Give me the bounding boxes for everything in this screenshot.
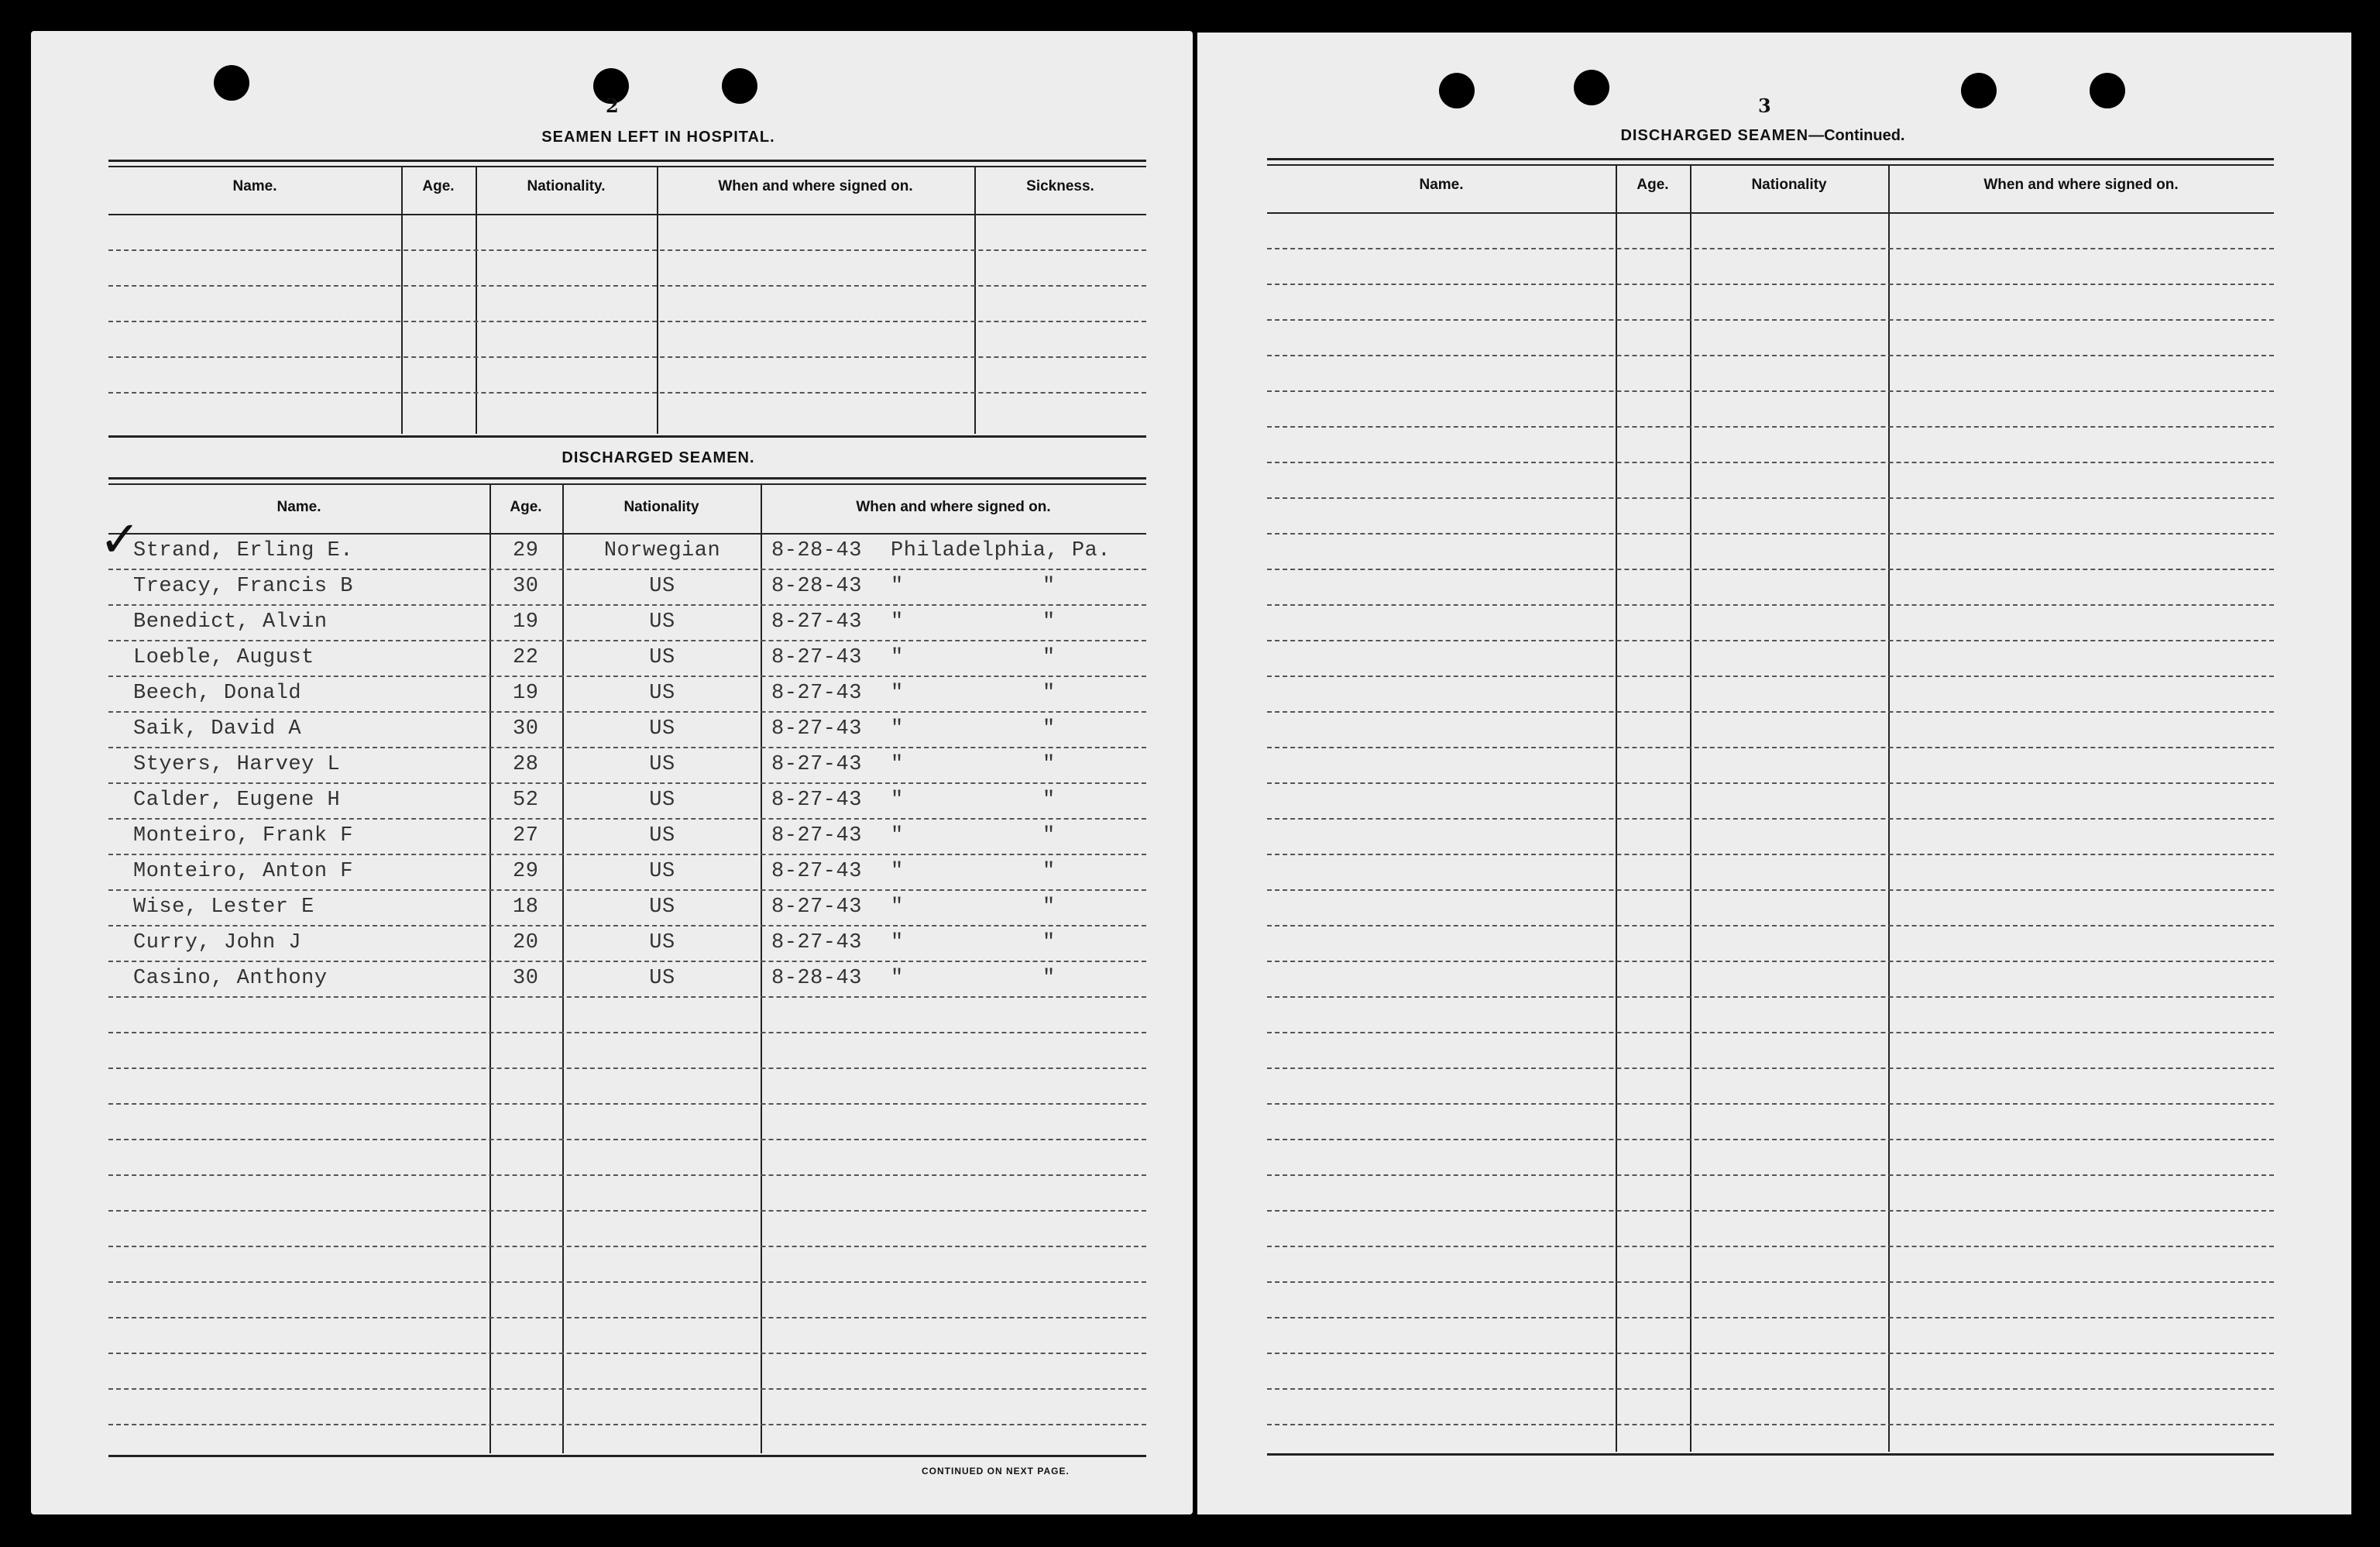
- continued-footer: CONTINUED ON NEXT PAGE.: [922, 1466, 1070, 1477]
- signed-on-place: ": [891, 610, 904, 634]
- signed-on-place-ditto: ": [1042, 824, 1056, 847]
- signed-on-place: ": [891, 646, 904, 669]
- dotted-rule: [1267, 1032, 2274, 1033]
- signed-on-place: ": [891, 860, 904, 883]
- seaman-name: Monteiro, Anton F: [133, 860, 353, 883]
- dotted-rule: [1267, 1246, 2274, 1247]
- signed-on-place-ditto: ": [1042, 967, 1056, 990]
- rule: [108, 477, 1146, 480]
- seaman-nationality: US: [649, 575, 675, 598]
- rule: [108, 533, 1146, 535]
- dotted-rule: [1267, 497, 2274, 499]
- dotted-rule: [108, 676, 1146, 677]
- dotted-rule: [1267, 711, 2274, 713]
- dotted-rule: [108, 1067, 1146, 1069]
- seaman-name: Calder, Eugene H: [133, 789, 341, 812]
- seaman-name: Beech, Donald: [133, 682, 302, 705]
- seaman-nationality: Norwegian: [603, 539, 721, 562]
- column-divider: [657, 167, 658, 434]
- seaman-name: Strand, Erling E.: [133, 539, 353, 562]
- dotted-rule: [108, 640, 1146, 641]
- dotted-rule: [1267, 1424, 2274, 1425]
- signed-on-place-ditto: ": [1042, 896, 1056, 919]
- continued-title-suffix: —Continued.: [1808, 127, 1905, 144]
- dotted-rule: [108, 1174, 1146, 1176]
- column-divider: [1616, 166, 1617, 1452]
- seaman-nationality: US: [649, 789, 675, 812]
- dotted-rule: [1267, 889, 2274, 891]
- discharged-col-name: Name.: [276, 499, 321, 515]
- signed-on-place-ditto: ": [1042, 610, 1056, 634]
- seaman-nationality: US: [649, 646, 675, 669]
- seaman-age: 30: [513, 575, 539, 598]
- dotted-rule: [1267, 1067, 2274, 1069]
- signed-on-place-ditto: ": [1042, 860, 1056, 883]
- dotted-rule: [108, 1032, 1146, 1033]
- right-col-when-where: When and where signed on.: [1983, 177, 2179, 193]
- dotted-rule: [108, 392, 1146, 394]
- seaman-nationality: US: [649, 931, 675, 954]
- dotted-rule: [1267, 569, 2274, 570]
- signed-on-place: ": [891, 575, 904, 598]
- dotted-rule: [108, 711, 1146, 713]
- seaman-age: 27: [513, 824, 539, 847]
- dotted-rule: [108, 356, 1146, 358]
- page-number: 2: [606, 95, 619, 117]
- seaman-age: 19: [513, 682, 539, 705]
- dotted-rule: [108, 1424, 1146, 1425]
- signed-on-date: 8-27-43: [771, 610, 862, 634]
- column-divider: [974, 167, 976, 434]
- seaman-name: Saik, David A: [133, 717, 302, 741]
- page-number: 3: [1758, 95, 1771, 117]
- seaman-name: Loeble, August: [133, 646, 314, 669]
- rule: [108, 160, 1146, 162]
- dotted-rule: [1267, 462, 2274, 463]
- seaman-nationality: US: [649, 860, 675, 883]
- signed-on-date: 8-27-43: [771, 931, 862, 954]
- continued-section-title: [1523, 127, 2003, 145]
- right-col-name: Name.: [1419, 177, 1464, 193]
- discharged-col-age: Age.: [510, 499, 542, 515]
- seaman-age: 22: [513, 646, 539, 669]
- dotted-rule: [108, 854, 1146, 855]
- rule: [108, 1455, 1146, 1457]
- dotted-rule: [1267, 426, 2274, 428]
- discharged-col-nationality: Nationality: [623, 499, 699, 515]
- hospital-col-sickness: Sickness.: [1026, 178, 1094, 194]
- signed-on-date: 8-27-43: [771, 753, 862, 776]
- rule: [1267, 164, 2274, 166]
- dotted-rule: [1267, 319, 2274, 321]
- seaman-age: 52: [513, 789, 539, 812]
- dotted-rule: [1267, 1103, 2274, 1105]
- hospital-col-when-where: When and where signed on.: [718, 178, 913, 194]
- column-divider: [1888, 166, 1890, 1452]
- rule: [1267, 158, 2274, 160]
- seaman-name: Styers, Harvey L: [133, 753, 341, 776]
- dotted-rule: [108, 1139, 1146, 1140]
- hospital-col-nationality: Nationality.: [527, 178, 606, 194]
- dotted-rule: [108, 1353, 1146, 1354]
- seaman-age: 20: [513, 931, 539, 954]
- right-col-nationality: Nationality: [1751, 177, 1827, 193]
- dotted-rule: [1267, 818, 2274, 820]
- signed-on-date: 8-27-43: [771, 682, 862, 705]
- dotted-rule: [1267, 961, 2274, 962]
- hospital-col-name: Name.: [232, 178, 277, 194]
- dotted-rule: [108, 285, 1146, 287]
- signed-on-place: ": [891, 967, 904, 990]
- signed-on-place: ": [891, 682, 904, 705]
- dotted-rule: [1267, 1281, 2274, 1283]
- rule: [108, 166, 1146, 167]
- signed-on-place: ": [891, 717, 904, 741]
- signed-on-place: ": [891, 931, 904, 954]
- binder-hole: [1961, 73, 1997, 108]
- column-divider: [401, 167, 403, 434]
- discharged-col-when-where: When and where signed on.: [856, 499, 1051, 515]
- column-divider: [476, 167, 477, 434]
- seaman-name: Casino, Anthony: [133, 967, 328, 990]
- dotted-rule: [108, 604, 1146, 606]
- signed-on-place: ": [891, 789, 904, 812]
- check-mark: ✓: [99, 511, 141, 569]
- seaman-age: 18: [513, 896, 539, 919]
- column-divider: [761, 485, 762, 1453]
- seaman-age: 19: [513, 610, 539, 634]
- dotted-rule: [1267, 1317, 2274, 1318]
- dotted-rule: [1267, 533, 2274, 535]
- seaman-age: 29: [513, 860, 539, 883]
- dotted-rule: [108, 747, 1146, 748]
- dotted-rule: [108, 1103, 1146, 1105]
- signed-on-date: 8-28-43: [771, 539, 862, 562]
- dotted-rule: [1267, 854, 2274, 855]
- seaman-nationality: US: [649, 824, 675, 847]
- binder-hole: [1439, 73, 1475, 108]
- rule: [1267, 212, 2274, 214]
- seaman-nationality: US: [649, 610, 675, 634]
- dotted-rule: [108, 569, 1146, 570]
- dotted-rule: [108, 321, 1146, 322]
- dotted-rule: [108, 1210, 1146, 1212]
- dotted-rule: [108, 1281, 1146, 1283]
- signed-on-date: 8-27-43: [771, 896, 862, 919]
- seaman-name: Treacy, Francis B: [133, 575, 353, 598]
- signed-on-date: 8-28-43: [771, 967, 862, 990]
- signed-on-place-ditto: ": [1042, 682, 1056, 705]
- dotted-rule: [108, 1388, 1146, 1390]
- signed-on-date: 8-27-43: [771, 717, 862, 741]
- left-page: [31, 31, 1193, 1514]
- seaman-nationality: US: [649, 896, 675, 919]
- dotted-rule: [1267, 284, 2274, 285]
- dotted-rule: [108, 1246, 1146, 1247]
- signed-on-place-ditto: ": [1042, 575, 1056, 598]
- hospital-section-title: SEAMEN LEFT IN HOSPITAL.: [541, 129, 775, 146]
- binder-hole: [722, 68, 757, 104]
- signed-on-place: ": [891, 824, 904, 847]
- binder-hole: [2090, 73, 2125, 108]
- hospital-col-age: Age.: [422, 178, 455, 194]
- dotted-rule: [1267, 1353, 2274, 1354]
- signed-on-place-ditto: ": [1042, 753, 1056, 776]
- dotted-rule: [108, 996, 1146, 998]
- seaman-nationality: US: [649, 967, 675, 990]
- dotted-rule: [1267, 676, 2274, 677]
- signed-on-place: ": [891, 753, 904, 776]
- signed-on-place: ": [891, 896, 904, 919]
- right-col-age: Age.: [1636, 177, 1669, 193]
- signed-on-date: 8-27-43: [771, 824, 862, 847]
- dotted-rule: [1267, 1210, 2274, 1212]
- dotted-rule: [1267, 640, 2274, 641]
- rule: [1267, 1453, 2274, 1456]
- seaman-nationality: US: [649, 717, 675, 741]
- column-divider: [1690, 166, 1691, 1452]
- binder-hole: [214, 65, 249, 101]
- signed-on-date: 8-27-43: [771, 789, 862, 812]
- dotted-rule: [108, 818, 1146, 820]
- dotted-rule: [108, 961, 1146, 962]
- seaman-name: Wise, Lester E: [133, 896, 314, 919]
- dotted-rule: [1267, 996, 2274, 998]
- seaman-nationality: US: [649, 682, 675, 705]
- signed-on-place-ditto: ": [1042, 717, 1056, 741]
- column-divider: [562, 485, 564, 1453]
- seaman-name: Monteiro, Frank F: [133, 824, 353, 847]
- seaman-nationality: US: [649, 753, 675, 776]
- dotted-rule: [1267, 355, 2274, 356]
- column-divider: [489, 485, 491, 1453]
- seaman-name: Benedict, Alvin: [133, 610, 328, 634]
- seaman-name: Curry, John J: [133, 931, 302, 954]
- dotted-rule: [1267, 747, 2274, 748]
- rule: [108, 483, 1146, 485]
- seaman-age: 28: [513, 753, 539, 776]
- dotted-rule: [1267, 248, 2274, 249]
- binder-hole: [1574, 70, 1609, 105]
- rule: [108, 435, 1146, 438]
- seaman-age: 30: [513, 967, 539, 990]
- signed-on-place-ditto: ": [1042, 789, 1056, 812]
- dotted-rule: [1267, 390, 2274, 392]
- right-page: [1197, 33, 2351, 1514]
- discharged-section-title: DISCHARGED SEAMEN.: [562, 449, 755, 466]
- signed-on-date: 8-27-43: [771, 860, 862, 883]
- signed-on-date: 8-28-43: [771, 575, 862, 598]
- dotted-rule: [108, 1317, 1146, 1318]
- dotted-rule: [108, 889, 1146, 891]
- signed-on-date: 8-27-43: [771, 646, 862, 669]
- rule: [108, 214, 1146, 215]
- dotted-rule: [108, 249, 1146, 251]
- dotted-rule: [108, 925, 1146, 926]
- dotted-rule: [1267, 1139, 2274, 1140]
- signed-on-place-ditto: ": [1042, 646, 1056, 669]
- dotted-rule: [108, 782, 1146, 784]
- signed-on-place: Philadelphia, Pa.: [891, 539, 1111, 562]
- dotted-rule: [1267, 604, 2274, 606]
- signed-on-place-ditto: ": [1042, 931, 1056, 954]
- seaman-age: 29: [513, 539, 539, 562]
- dotted-rule: [1267, 1388, 2274, 1390]
- continued-title-text: DISCHARGED SEAMEN: [1620, 127, 1809, 144]
- dotted-rule: [1267, 782, 2274, 784]
- dotted-rule: [1267, 1174, 2274, 1176]
- dotted-rule: [1267, 925, 2274, 926]
- seaman-age: 30: [513, 717, 539, 741]
